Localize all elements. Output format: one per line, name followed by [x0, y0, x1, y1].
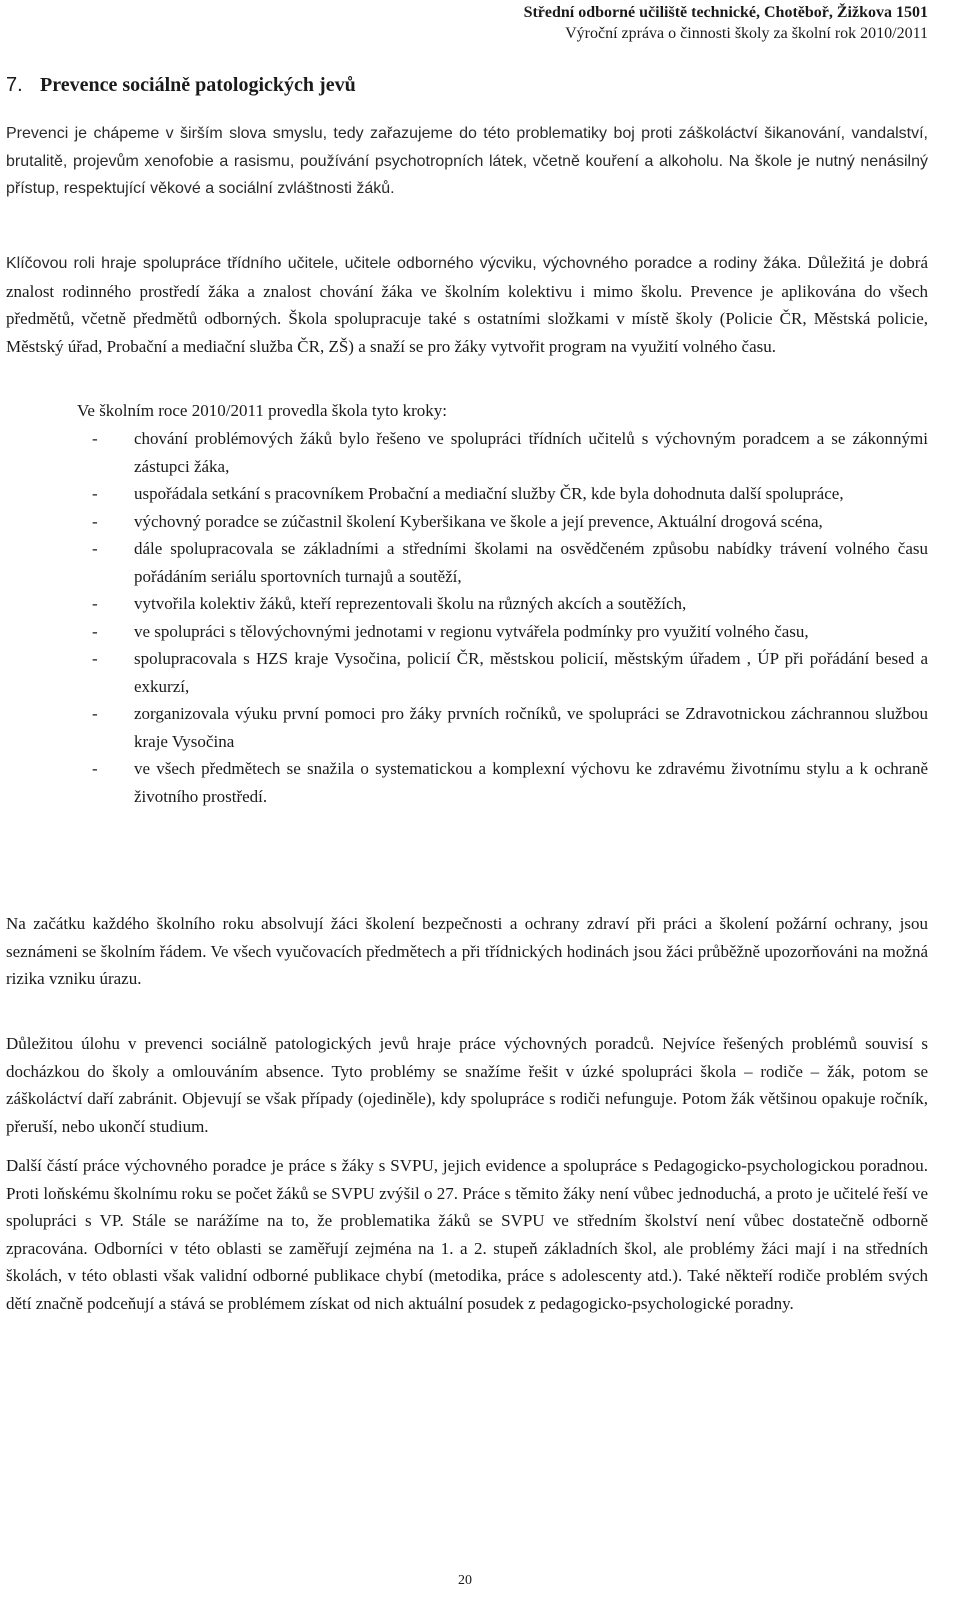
list-item: - výchovný poradce se zúčastnil školení Kyberšikana ve škole a její prevence, Aktuální drogová scéna, [90, 508, 928, 536]
section-heading [6, 74, 356, 97]
section-title: Prevence sociálně patologických jevů [40, 74, 356, 96]
paragraph-cooperation [6, 249, 928, 360]
intro-text: Prevenci je chápeme v širším slova smyslu, tedy zařazujeme do této problematiky boj proti záškoláctví šikanování, vandalství, brutalitě, projevům xenofobie a rasismu, používání psychotropních látek, včetně kouření a alkoholu. Na škole je nutný nenásilný přístup, respektující věkové a sociální zvláštnosti žáků. [6, 125, 928, 197]
header-report-title: Výroční zpráva o činnosti školy za školní rok 2010/2011 [565, 25, 928, 42]
page-header [524, 2, 928, 44]
list-item: - dále spolupracovala se základními a středními školami na osvědčeném způsobu nabídky trávení volného času pořádáním seriálu sportovních turnajů a soutěží, [90, 535, 928, 590]
cooperation-text [6, 249, 928, 360]
cooperation-rest: Důležitá je dobrá znalost rodinného prostředí žáka a znalost chování žáka ve školním kolektivu i mimo školu. Prevence je aplikována do všech předmětů, včetně předmětů odborných. Škola spolupracuje také s ostatními složkami v místě školy (Policie ČR, Městská policie, Městský úřad, Probační a mediační služba ČR, ZŠ) a snaží se pro žáky vytvořit program na využití volného času. [6, 253, 929, 356]
list-item: - ve všech předmětech se snažila o systematickou a komplexní výchovu ke zdravému životnímu stylu a k ochraně životního prostředí. [90, 755, 928, 810]
paragraph-counselors [6, 1030, 928, 1140]
safety-text: Na začátku každého školního roku absolvují žáci školení bezpečnosti a ochrany zdraví při práci a školení požární ochrany, jsou seznámeni se školním řádem. Ve všech vyučovacích předmětech a při třídnických hodinách jsou žáci průběžně upozorňováni na možná rizika vzniku úrazu. [6, 914, 928, 988]
list-item: - vytvořila kolektiv žáků, kteří reprezentovali školu na různých akcích a soutěžích, [90, 590, 928, 618]
header-school-name: Střední odborné učiliště technické, Chotěboř, Žižkova 1501 [523, 4, 928, 21]
paragraph-safety [6, 910, 928, 993]
intro-paragraph [6, 120, 928, 203]
paragraph-svpu [6, 1152, 928, 1317]
list-item: - zorganizovala výuku první pomoci pro žáky prvních ročníků, ve spolupráci se Zdravotnickou záchrannou službou kraje Vysočina [90, 700, 928, 755]
list-item: - uspořádala setkání s pracovníkem Probační a mediační služby ČR, kde byla dohodnuta další spolupráce, [90, 480, 928, 508]
counselors-text: Důležitou úlohu v prevenci sociálně patologických jevů hraje práce výchovných poradců. Nejvíce řešených problémů souvisí s docházkou do školy a omlouváním absence. Tyto problémy se snažíme řešit v úzké spolupráci škola – rodiče – žák, potom se záškoláctví daří zabránit. Objevují se však případy (ojediněle), kdy spolupráce s rodiči nefunguje. Potom žák většinou opakuje ročník, přeruší, nebo ukončí studium. [6, 1034, 928, 1136]
page-number: 20 [458, 1573, 472, 1588]
list-item: - spolupracovala s HZS kraje Vysočina, policií ČR, městskou policií, městským úřadem , ÚP při pořádání besed a exkurzí, [90, 645, 928, 700]
cooperation-lead: Klíčovou roli hraje spolupráce třídního učitele, učitele odborného výcviku, výchovného poradce a rodiny žáka. [6, 255, 802, 272]
steps-intro [77, 397, 928, 425]
section-number: 7. [6, 74, 23, 96]
svpu-text: Další částí práce výchovného poradce je práce s žáky s SVPU, jejich evidence a spolupráce s Pedagogicko-psychologickou poradnou. Proti loňskému školnímu roku se počet žáků se SVPU zvýšil o 27. Práce s těmito žáky není vůbec jednoduchá, a proto je učitelé řeší ve spolupráci s VP. Stále se narážíme na to, že problematika žáků se SVPU ve středním školství není vůbec dostatečně odborně zpracována. Odborníci v této oblasti se zaměřují zejména na 1. a 2. stupeň základních škol, ale problémy žáci mají i na středních školách, v této oblasti však validní odborné publikace chybí (metodika, práce s adolescenty atd.). Také někteří rodiče problém svých dětí značně podceňují a stává se problémem získat od nich aktuální posudek z pedagogicko-psychologické poradny. [6, 1156, 928, 1313]
list-item: - ve spolupráci s tělovýchovnými jednotami v regionu vytvářela podmínky pro využití volného času, [90, 618, 928, 646]
steps-list [90, 425, 928, 810]
steps-intro-text: Ve školním roce 2010/2011 provedla škola tyto kroky: [77, 401, 448, 420]
list-item: - chování problémových žáků bylo řešeno ve spolupráci třídních učitelů s výchovným poradcem a se zákonnými zástupci žáka, [90, 425, 928, 480]
